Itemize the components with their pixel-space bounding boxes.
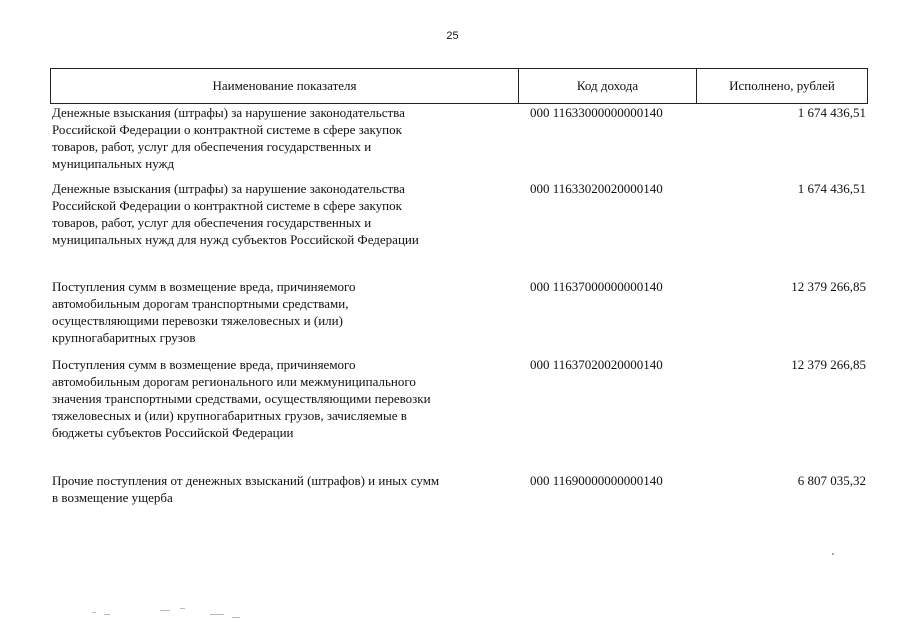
row-executed-amount: 1 674 436,51 — [797, 181, 866, 196]
table-header-row — [50, 68, 868, 104]
row-indicator-name — [50, 356, 518, 441]
name-line: Прочие поступления от денежных взысканий (штрафов) и иных сумм — [52, 473, 440, 488]
table-row — [50, 104, 868, 172]
name-line: муниципальных нужд — [52, 156, 175, 171]
name-line: автомобильным дорогам регионального или межмуниципального — [52, 374, 416, 389]
row-executed-amount: 6 807 035,32 — [797, 473, 866, 488]
name-line: Денежные взыскания (штрафы) за нарушение законодательства — [52, 105, 405, 120]
page-number: 25 — [446, 30, 459, 42]
row-indicator-name — [50, 472, 518, 506]
row-executed-amount: 12 379 266,85 — [791, 279, 866, 294]
header-indicator-name: Наименование показателя — [51, 69, 519, 103]
scan-smudge — [104, 614, 110, 615]
row-indicator-name — [50, 104, 518, 172]
row-revenue-code: 000 11633020020000140 — [530, 181, 663, 196]
name-line: в возмещение ущерба — [52, 490, 173, 505]
name-line: товаров, работ, услуг для обеспечения государственных и — [52, 215, 372, 230]
table-row — [50, 278, 868, 346]
scan-smudge — [92, 612, 96, 613]
row-revenue-code: 000 11637020020000140 — [530, 357, 663, 372]
scan-smudge — [210, 614, 224, 615]
name-line: Российской Федерации о контрактной системе в сфере закупок — [52, 122, 402, 137]
name-line: Поступления сумм в возмещение вреда, причиняемого — [52, 357, 356, 372]
name-line: автомобильным дорогам транспортными средствами, — [52, 296, 349, 311]
header-executed-amount: Исполнено, рублей — [729, 78, 835, 93]
name-line: Российской Федерации о контрактной системе в сфере закупок — [52, 198, 402, 213]
row-executed-amount: 1 674 436,51 — [797, 105, 866, 120]
name-line: муниципальных нужд для нужд субъектов Российской Федерации — [52, 232, 419, 247]
table-row — [50, 472, 868, 506]
name-line: бюджеты субъектов Российской Федерации — [52, 425, 294, 440]
scan-smudge — [232, 617, 240, 618]
scan-smudge — [160, 610, 170, 611]
scan-smudge — [180, 608, 185, 609]
row-revenue-code: 000 11633000000000140 — [530, 105, 663, 120]
row-indicator-name — [50, 278, 518, 346]
table-row — [50, 180, 868, 248]
row-revenue-code: 000 11690000000000140 — [530, 473, 663, 488]
name-line: осуществляющими перевозки тяжеловесных и (или) — [52, 313, 343, 328]
name-line: тяжеловесных и (или) крупногабаритных грузов, зачисляемые в — [52, 408, 407, 423]
row-indicator-name — [50, 180, 518, 248]
table-row — [50, 356, 868, 441]
name-line: Поступления сумм в возмещение вреда, причиняемого — [52, 279, 356, 294]
name-line: крупногабаритных грузов — [52, 330, 196, 345]
row-revenue-code: 000 11637000000000140 — [530, 279, 663, 294]
row-executed-amount: 12 379 266,85 — [791, 357, 866, 372]
revenue-table — [50, 68, 868, 505]
name-line: товаров, работ, услуг для обеспечения государственных и — [52, 139, 372, 154]
scan-speck — [832, 553, 834, 555]
name-line: значения транспортными средствами, осуществляющими перевозки — [52, 391, 431, 406]
name-line: Денежные взыскания (штрафы) за нарушение законодательства — [52, 181, 405, 196]
header-revenue-code: Код дохода — [519, 69, 697, 103]
